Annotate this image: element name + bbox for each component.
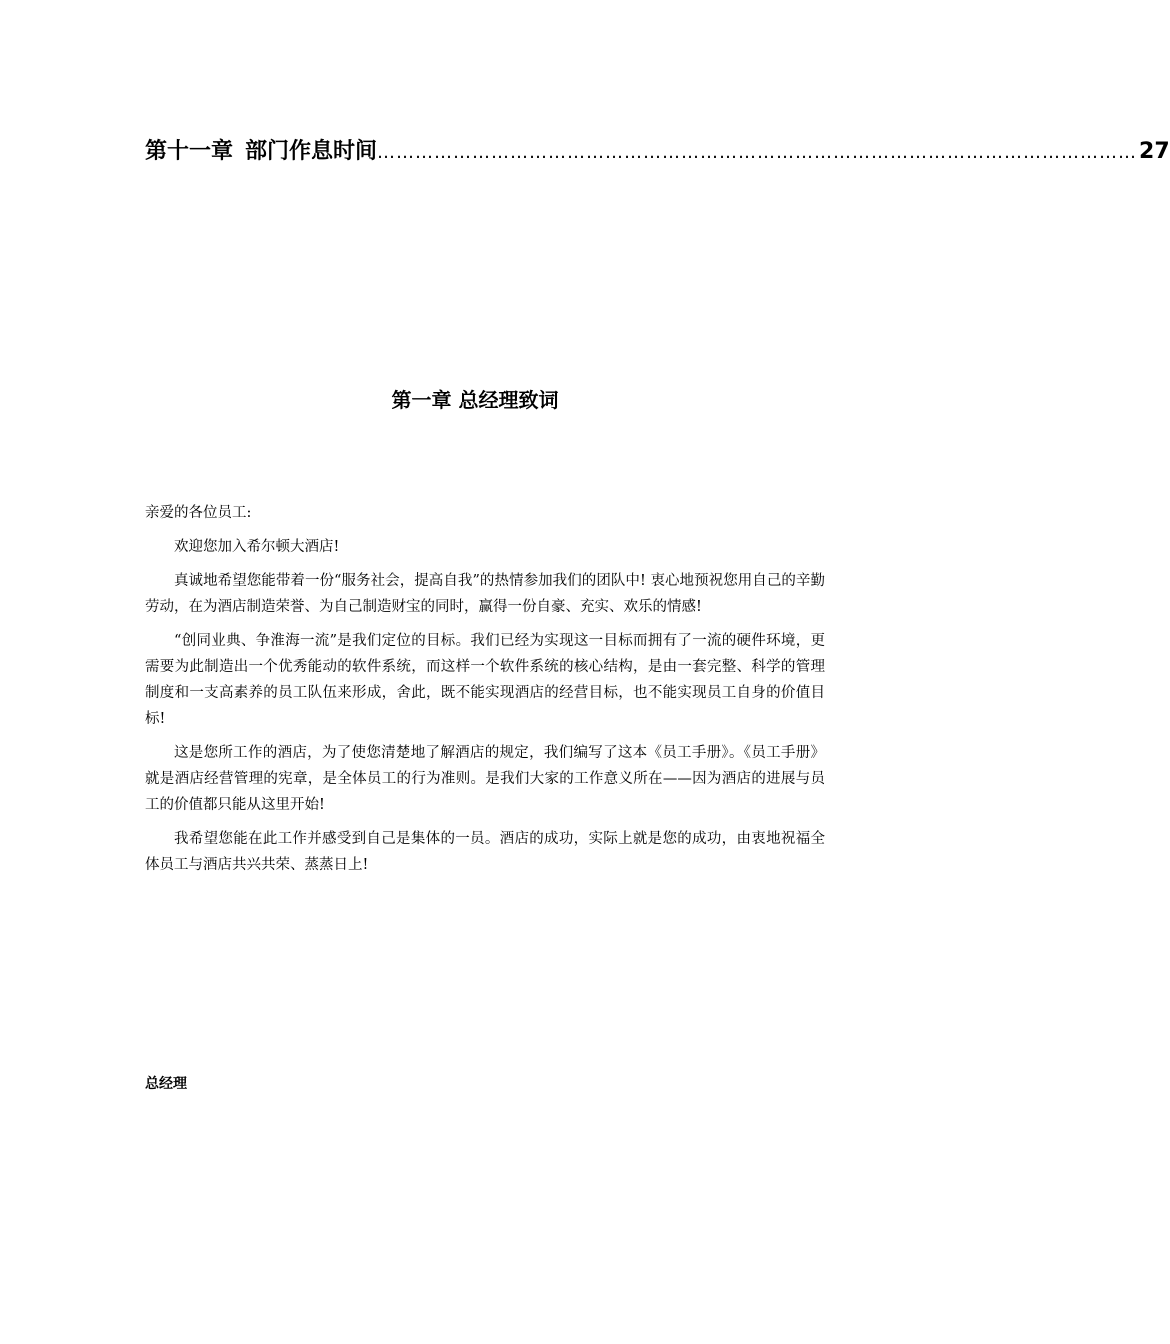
letter-paragraph: 这是您所工作的酒店，为了使您清楚地了解酒店的规定，我们编写了这本《员工手册》。《员工手册》就是酒店经营管理的宪章，是全体员工的行为准则。是我们大家的工作意义所在——因为酒店的进展与员工的价值都只能从这里开始! bbox=[145, 745, 825, 813]
toc-chapter-number: 第十一章 bbox=[145, 139, 234, 164]
welcome-letter bbox=[145, 500, 825, 886]
letter-paragraph: 真诚地希望您能带着一份“服务社会，提高自我”的热情参加我们的团队中! 衷心地预祝您用自己的辛勤劳动，在为酒店制造荣誉、为自己制造财宝的同时，赢得一份自豪、充实、欢乐的情感! bbox=[145, 573, 825, 615]
toc-chapter-title: 部门作息时间 bbox=[245, 139, 378, 164]
toc-dot-leader: ………………………………………………………………………………………………………… bbox=[377, 142, 1138, 163]
letter-paragraph: 欢迎您加入希尔顿大酒店! bbox=[174, 539, 340, 555]
toc-page-number: 27 bbox=[1139, 139, 1170, 164]
toc-entry bbox=[145, 134, 1170, 168]
chapter-heading: 第一章 总经理致词 bbox=[391, 388, 559, 412]
letter-paragraph: 我希望您能在此工作并感受到自己是集体的一员。酒店的成功，实际上就是您的成功，由衷地祝福全体员工与酒店共兴共荣、蒸蒸日上! bbox=[145, 831, 825, 873]
letter-salutation: 亲爱的各位员工: bbox=[145, 505, 252, 521]
letter-paragraph: “创同业典、争淮海一流”是我们定位的目标。我们已经为实现这一目标而拥有了一流的硬件环境，更需要为此制造出一个优秀能动的软件系统，而这样一个软件系统的核心结构，是由一套完整、科学的管理制度和一支高素养的员工队伍来形成，舍此，既不能实现酒店的经营目标，也不能实现员工自身的价值目标! bbox=[145, 633, 825, 727]
letter-signature: 总经理 bbox=[145, 1076, 187, 1092]
